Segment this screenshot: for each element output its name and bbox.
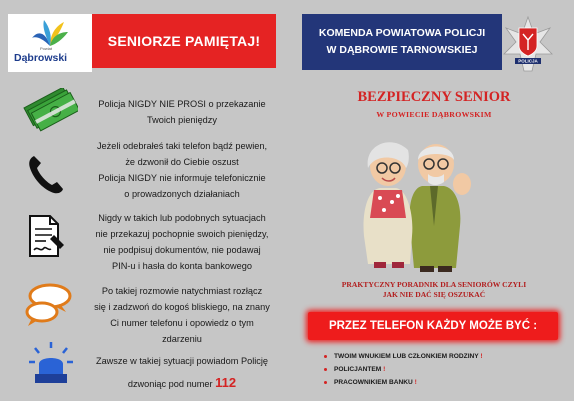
phone-icon	[26, 152, 66, 196]
emergency-number: 112	[215, 375, 237, 390]
tip-2-text: Jeżeli odebrałeś taki telefon bądź pewien, że dzwonił do Ciebie oszust Policja NIGDY nie informuje telefonicznie o prowadzonych działaniach	[96, 141, 268, 199]
safe-senior-title: BEZPIECZNY SENIOR	[357, 89, 511, 105]
list-item: PRACOWNIKIEM BANKU !	[322, 376, 562, 389]
phone-warning-text: PRZEZ TELEFON KAŻDY MOŻE BYĆ :	[328, 320, 538, 332]
tip-3-text: Nigdy w takich lub podobnych sytuacjach nie przekazuj pochopnie swoich pieniędzy, nie podpisuj dokumentów, nie podawaj PIN-u i hasła do konta bankowego	[95, 213, 269, 271]
practical-guide-text: PRAKTYCZNY PORADNIK DLA SENIORÓW CZYLI JAK NIE DAĆ SIĘ OSZUKAĆ	[341, 280, 527, 299]
tip-4-text: Po takiej rozmowie natychmiast rozłącz się i zadzwoń do kogoś bliskiego, na znany Ci numer telefonu i opowiedz o tym zdarzeniu	[94, 286, 270, 344]
phone-warning-banner	[308, 312, 558, 340]
money-icon	[22, 88, 78, 132]
logo-leaves-icon	[30, 18, 70, 48]
seniors-remember-banner	[92, 14, 276, 68]
logo-small-text: Powiat	[40, 46, 53, 51]
logo-text: Dąbrowski	[14, 52, 68, 64]
police-star-badge	[503, 14, 553, 72]
speech-bubbles-icon	[22, 282, 76, 328]
district-logo	[8, 14, 92, 72]
police-header-line1: KOMENDA POWIATOWA POLICJI	[318, 27, 486, 39]
document-icon	[20, 213, 68, 259]
police-header-line2: W DĄBROWIE TARNOWSKIEJ	[326, 44, 478, 56]
senior-couple-illustration	[352, 126, 482, 272]
badge-text: POLICJA	[518, 58, 538, 64]
police-badge-icon	[503, 14, 553, 72]
list-item: TWOIM WNUKIEM LUB CZŁONKIEM RODZINY !	[322, 350, 562, 363]
seniors-remember-title: SENIORZE PAMIĘTAJ!	[107, 33, 261, 49]
tip-5-text: Zawsze w takiej sytuacji powiadom Policję dzwoniąc pod numer 112	[95, 356, 269, 390]
tip-1-text: Policja NIGDY NIE PROSI o przekazanie Twoich pieniędzy	[98, 99, 266, 125]
police-header-banner	[302, 14, 502, 70]
list-item: POLICJANTEM !	[322, 363, 562, 376]
safe-senior-subtitle: W POWIECIE DĄBROWSKIM	[376, 110, 492, 119]
siren-icon	[26, 340, 76, 386]
impersonator-list	[322, 350, 562, 389]
